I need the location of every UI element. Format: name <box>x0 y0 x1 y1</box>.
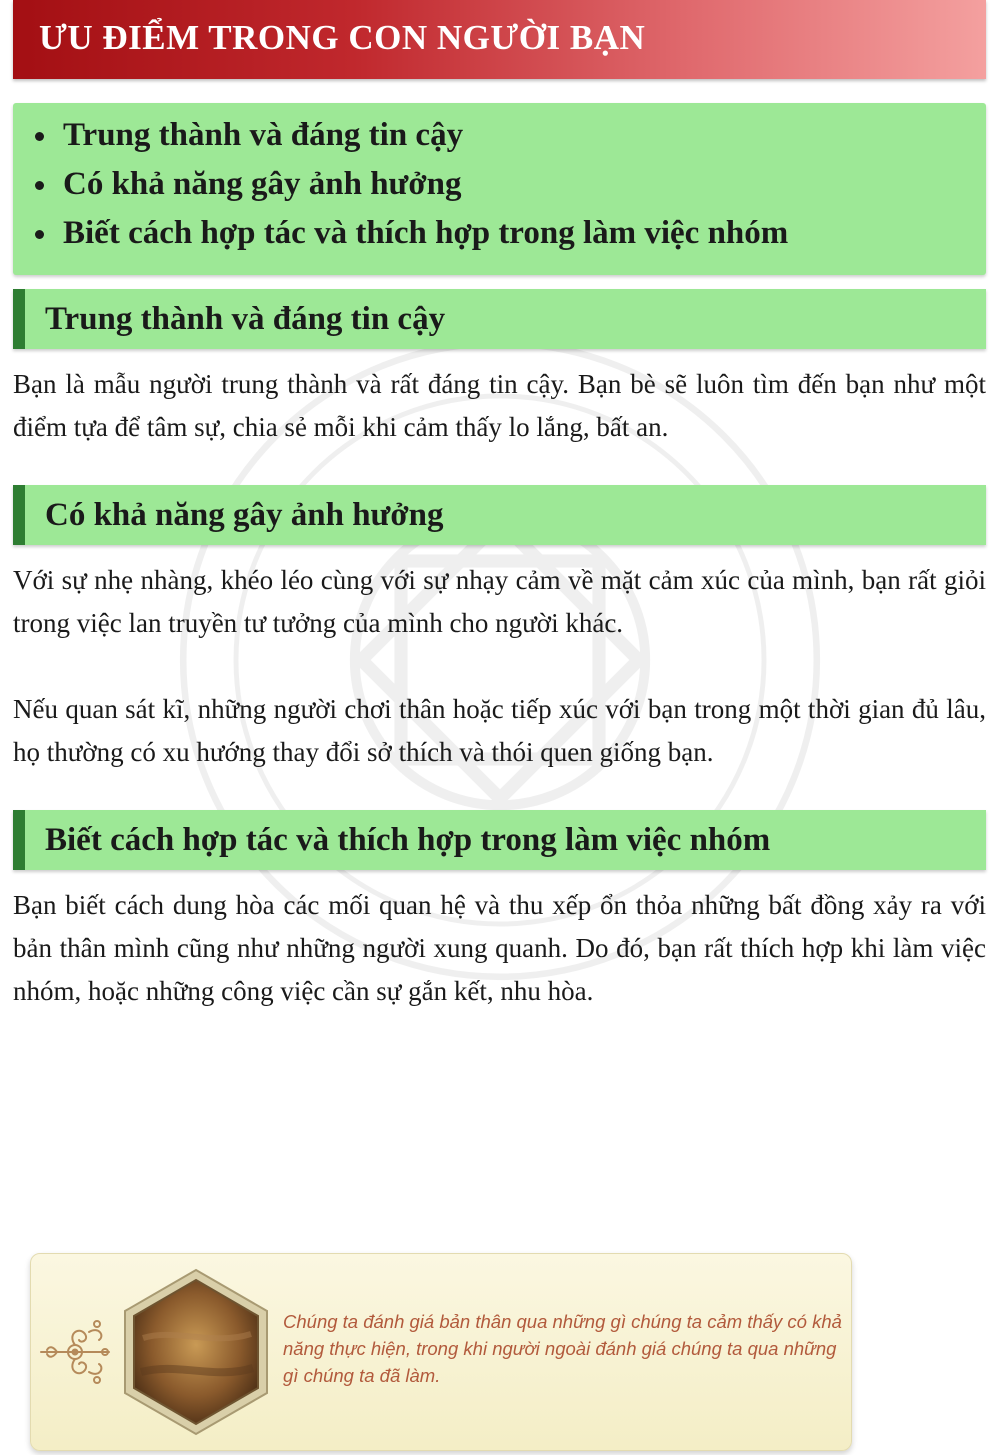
bullet-icon <box>35 181 44 190</box>
crescent-moon-icon <box>123 1268 269 1436</box>
section-paragraph: Bạn là mẫu người trung thành và rất đáng tin cậy. Bạn bè sẽ luôn tìm đến bạn như một điểm tựa để tâm sự, chia sẻ mỗi khi cảm thấy lo lắng, bất an. <box>13 369 986 442</box>
section-heading-text: Biết cách hợp tác và thích hợp trong làm việc nhóm <box>45 822 771 858</box>
summary-item-text: Có khả năng gây ảnh hưởng <box>63 166 462 202</box>
section-heading-teamwork <box>13 810 986 870</box>
section-paragraph: Với sự nhẹ nhàng, khéo léo cùng với sự nhạy cảm về mặt cảm xúc của mình, bạn rất giỏi trong việc lan truyền tư tưởng của mình cho người khác. <box>13 565 986 638</box>
bullet-icon <box>35 230 44 239</box>
summary-item <box>35 111 986 160</box>
quote-text: Chúng ta đánh giá bản thân qua những gì chúng ta cảm thấy có khả năng thực hiện, trong khi người ngoài đánh giá chúng ta qua những gì chúng ta đã làm. <box>283 1311 842 1386</box>
section-heading-text: Có khả năng gây ảnh hưởng <box>45 497 444 533</box>
section-paragraph: Nếu quan sát kĩ, những người chơi thân hoặc tiếp xúc với bạn trong một thời gian đủ lâu, họ thường có xu hướng thay đổi sở thích và thói quen giống bạn. <box>13 694 986 767</box>
header-bar <box>13 0 986 79</box>
summary-item-text: Trung thành và đáng tin cậy <box>63 117 464 153</box>
section-heading-influence <box>13 485 986 545</box>
section-heading-loyal <box>13 289 986 349</box>
summary-box <box>13 103 986 275</box>
summary-list <box>13 103 986 258</box>
summary-item <box>35 160 986 209</box>
ornament-icon <box>39 1312 111 1392</box>
section-paragraph: Bạn biết cách dung hòa các mối quan hệ và thu xếp ổn thỏa những bất đồng xảy ra với bản thân mình cũng như những người xung quanh. Do đó, bạn rất thích hợp khi làm việc nhóm, hoặc những công việc cần sự gắn kết, nhu hòa. <box>13 890 986 1006</box>
quote-card <box>30 1253 852 1451</box>
page-title: ƯU ĐIỂM TRONG CON NGƯỜI BẠN <box>39 18 646 57</box>
section-heading-text: Trung thành và đáng tin cậy <box>45 301 446 337</box>
bullet-icon <box>35 132 44 141</box>
summary-item <box>35 209 986 258</box>
summary-item-text: Biết cách hợp tác và thích hợp trong làm việc nhóm <box>63 215 789 251</box>
